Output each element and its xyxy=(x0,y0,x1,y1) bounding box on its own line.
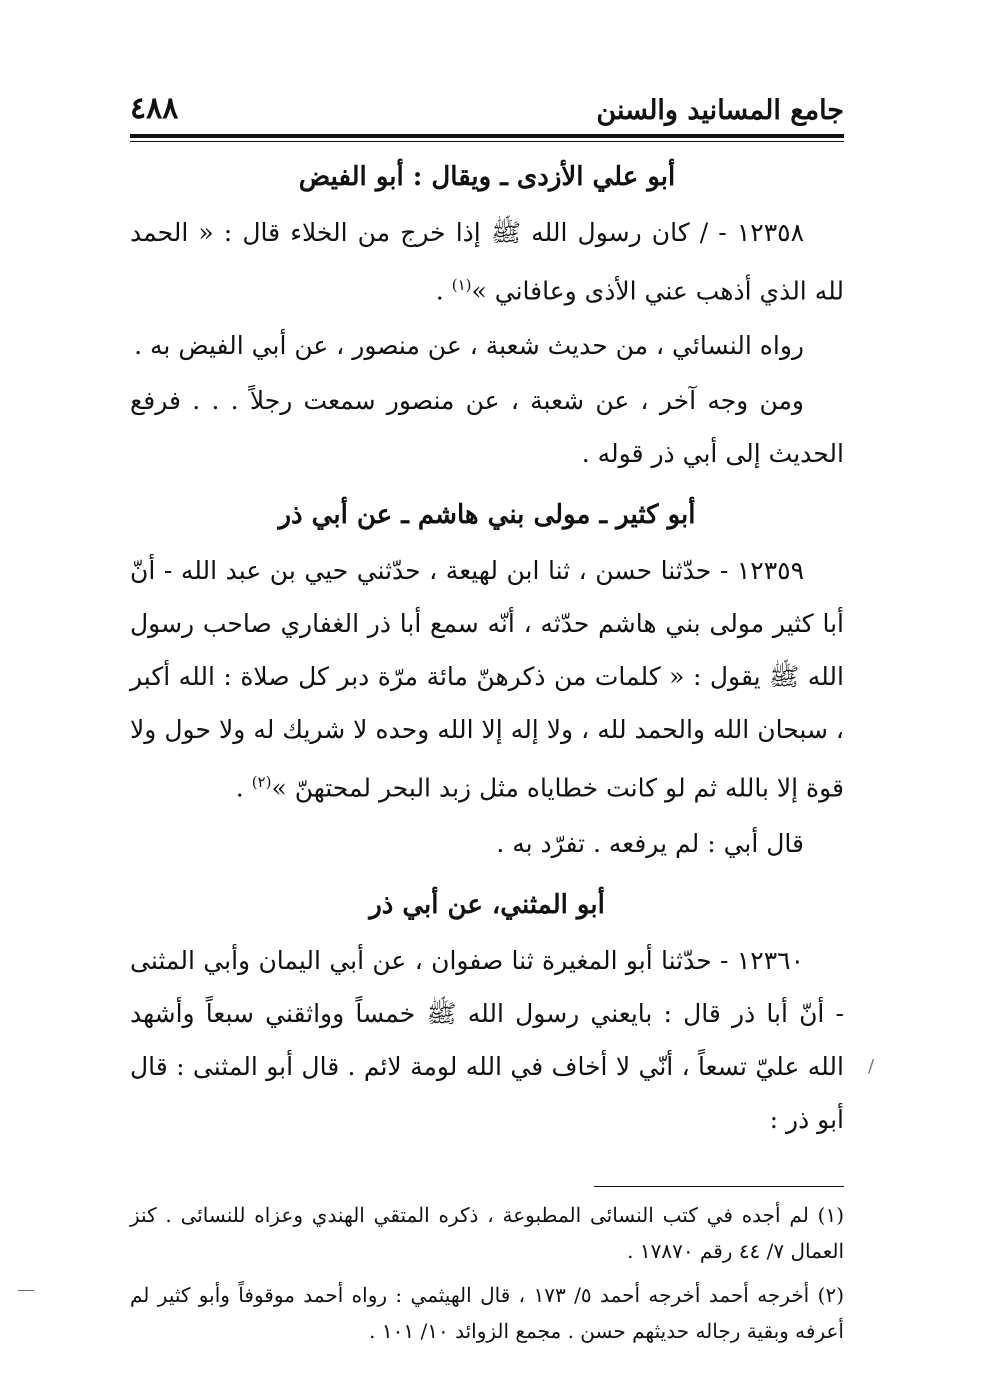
narration-paragraph: ومن وجه آخر ، عن شعبة ، عن منصور سمعت رجلاً . . . فرفع الحديث إلى أبي ذر قوله . xyxy=(130,386,844,469)
header-rule-thin xyxy=(130,141,844,142)
section-heading: أبو كثير ـ مولى بني هاشم ـ عن أبي ذر xyxy=(278,500,696,531)
section-heading: أبو علي الأزدى ـ ويقال : أبو الفيض xyxy=(298,162,676,192)
hadith-paragraph: ١٢٣٦٠ - حدّثنا أبو المغيرة ثنا صفوان ، عن أبي اليمان وأبي المثنى - أنّ أبا ذر قال : بايعني رسول الله ﷺ خمساً وواثقني سبعاً وأشهد الله عليّ تسعاً ، أنّي لا أخاف في الله لومة لائم . قال أبو المثنى : قال أبو ذر : xyxy=(130,945,844,1134)
sentence-end: . xyxy=(235,773,252,803)
book-title: جامع المسانيد والسنن xyxy=(596,95,844,126)
narration-paragraph: قال أبي : لم يرفعه . تفرّد به . xyxy=(496,828,804,858)
hadith-text: ١٢٣٥٨ - / كان رسول الله ﷺ إذا خرج من الخلاء قال : « الحمد لله الذي أذهب عني الأذى وعافاني » xyxy=(130,218,844,306)
header-rule-thick xyxy=(130,134,844,138)
scan-mark xyxy=(18,1290,34,1291)
footnote-separator xyxy=(594,1186,844,1187)
running-header xyxy=(130,78,844,126)
hadith-paragraph xyxy=(130,206,844,317)
footnote: (٢) أخرجه أحمد أخرجه أحمد ٥/ ١٧٣ ، قال الهيثمي : رواه أحمد موقوفاً وأبو كثير لم أعرفه وبقية رجاله حديثهم حسن . مجمع الزوائد ١٠/ ١٠١ . xyxy=(130,1282,844,1343)
hadith-text: ١٢٣٥٩ - حدّثنا حسن ، ثنا ابن لهيعة ، حدّثني حيي بن عبد الله - أنّ أبا كثير مولى بني هاشم حدّثه ، أنّه سمع أبا ذر الغفاري صاحب رسول الله ﷺ يقول : « كلمات من ذكرهنّ مائة مرّة دبر كل صلاة : الله أكبر ، سبحان الله والحمد لله ، ولا إله إلا الله وحده لا شريك له ولا حول ولا قوة إلا بالله ثم لو كانت خطاياه مثل زبد البحر لمحتهنّ » xyxy=(130,556,844,803)
footnote-ref[interactable]: (١) xyxy=(451,276,472,294)
scan-mark: / xyxy=(868,1056,875,1077)
sentence-end: . xyxy=(435,276,452,306)
footnote-ref[interactable]: (٢) xyxy=(251,773,272,792)
narration-paragraph: رواه النسائي ، من حديث شعبة ، عن منصور ، عن أبي الفيض به . xyxy=(134,331,804,361)
section-heading: أبو المثني، عن أبي ذر xyxy=(369,889,605,920)
page-number: ٤٨٨ xyxy=(130,91,179,126)
footnote: (١) لم أجده في كتب النسائى المطبوعة ، ذكره المتقي الهندي وعزاه للنسائى . كنز العمال ٧/ ٤٤ رقم ١٧٨٧٠ . xyxy=(130,1202,844,1263)
hadith-paragraph xyxy=(130,544,844,814)
